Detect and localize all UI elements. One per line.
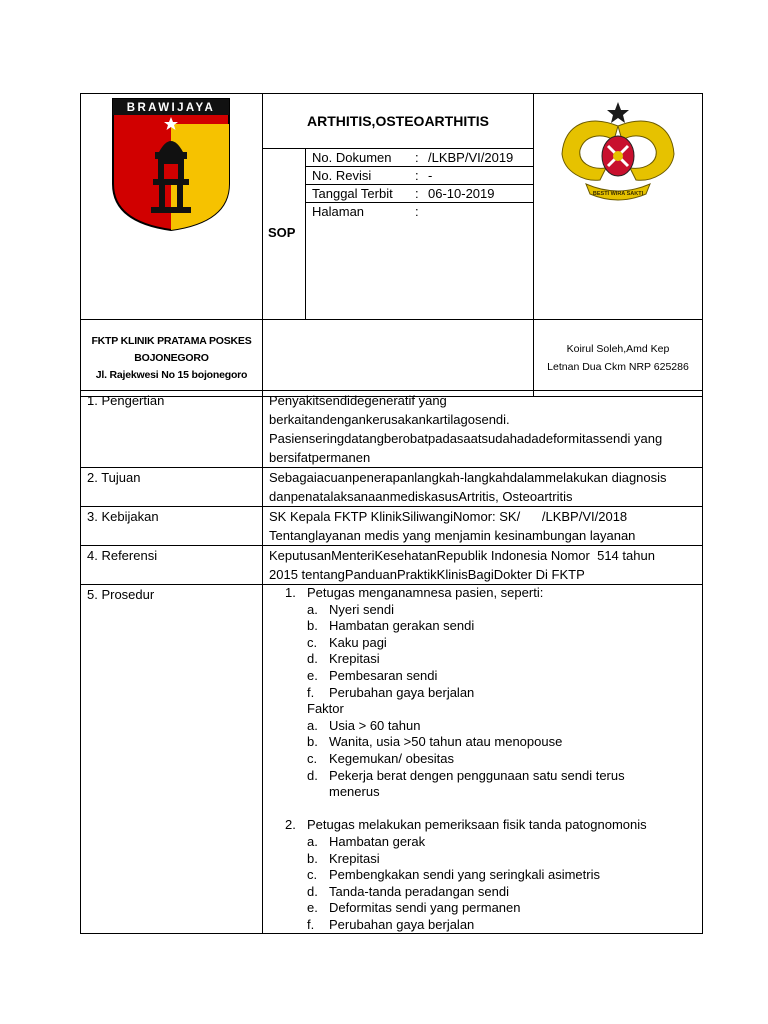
sop-label-cell xyxy=(263,149,306,320)
content-table xyxy=(80,390,703,934)
row-kebijakan xyxy=(81,507,703,546)
list-item: a. Usia > 60 tahun xyxy=(307,717,421,733)
document-title: ARTHITIS,OSTEOARTHITIS xyxy=(307,113,489,130)
row-prosedur xyxy=(81,585,703,934)
meta-row-halaman: Halaman : xyxy=(312,204,419,220)
list-item: d. Tanda-tanda peradangan sendi xyxy=(307,883,509,899)
logo-right-cell xyxy=(534,94,703,320)
list-item: c. Kaku pagi xyxy=(307,634,387,650)
label-pengertian: 1. Pengertian xyxy=(81,391,263,468)
content-pengertian: Penyakitsendidegeneratif yang berkaitandengankerusakankartilagosendi. Pasienseringdatangberobatpadasaatsudahadadeformitassendi yang bersifatpermanen xyxy=(263,391,703,468)
label-tujuan: 2. Tujuan xyxy=(81,468,263,507)
list-item: e. Pembesaran sendi xyxy=(307,667,438,683)
list-item: c. Pembengkakan sendi yang seringkali asimetris xyxy=(307,867,600,883)
list-item: f. Perubahan gaya berjalan xyxy=(307,684,475,700)
signer-name: Koirul Soleh,Amd Kep xyxy=(566,343,670,355)
meta-row-no-dokumen: No. Dokumen : /LKBP/VI/2019 xyxy=(306,149,533,167)
meta-row-tanggal-terbit: Tanggal Terbit : 06-10-2019 xyxy=(306,185,533,203)
list-item: d. Pekerja berat dengen penggunaan satu sendi terus menerus xyxy=(307,767,625,800)
step-1: 1. Petugas menganamnesa pasien, seperti: xyxy=(285,585,544,600)
list-item: a. Hambatan gerak xyxy=(307,833,426,849)
list-item: d. Krepitasi xyxy=(307,651,380,667)
blank-cell xyxy=(263,320,534,397)
signer-rank: Letnan Dua Ckm NRP 625286 xyxy=(547,361,689,373)
clinic-info-cell xyxy=(81,320,263,397)
list-item: b. Wanita, usia >50 tahun atau menopouse xyxy=(307,734,563,750)
kesdam-emblem-logo xyxy=(534,94,703,314)
row-tujuan xyxy=(81,468,703,507)
label-kebijakan: 3. Kebijakan xyxy=(81,507,263,546)
sop-label: SOP xyxy=(268,225,296,241)
step-2: 2. Petugas melakukan pemeriksaan fisik tanda patognomonis xyxy=(285,817,647,833)
list-item: e. Deformitas sendi yang permanen xyxy=(307,900,521,916)
logo-left-cell xyxy=(81,94,263,320)
row-referensi xyxy=(81,546,703,585)
content-prosedur xyxy=(263,585,703,934)
list-item: c. Kegemukan/ obesitas xyxy=(307,750,455,766)
clinic-name-line1: FKTP KLINIK PRATAMA POSKES xyxy=(91,334,252,347)
list-item: b. Hambatan gerakan sendi xyxy=(307,618,475,634)
label-prosedur: 5. Prosedur xyxy=(81,585,263,934)
brawijaya-shield-logo xyxy=(81,94,263,314)
logo-right-text: BESTI WIRA SAKTI xyxy=(592,191,644,197)
meta-cell xyxy=(306,149,534,320)
row-pengertian xyxy=(81,391,703,468)
signer-cell xyxy=(534,320,703,397)
clinic-address: Jl. Rajekwesi No 15 bojonegoro xyxy=(95,368,248,381)
list-item: b. Krepitasi xyxy=(307,850,380,866)
content-referensi: KeputusanMenteriKesehatanRepublik Indonesia Nomor 514 tahun 2015 tentangPanduanPraktikKlinisBagiDokter Di FKTP xyxy=(263,546,703,585)
header-table xyxy=(80,93,703,397)
content-tujuan: Sebagaiacuanpenerapanlangkah-langkahdalammelakukan diagnosis danpenatalaksanaanmediskasusArtritis, Osteoartritis xyxy=(263,468,703,507)
clinic-name-line2: BOJONEGORO xyxy=(134,351,209,364)
list-item: f. Perubahan gaya berjalan xyxy=(307,916,475,932)
content-kebijakan: SK Kepala FKTP KlinikSiliwangiNomor: SK/ /LKBP/VI/2018 Tentanglayanan medis yang menjamin kesinambungan layanan xyxy=(263,507,703,546)
list-item: a. Nyeri sendi xyxy=(307,601,395,617)
meta-row-no-revisi: No. Revisi : - xyxy=(306,167,533,185)
label-referensi: 4. Referensi xyxy=(81,546,263,585)
logo-left-text: BRAWIJAYA xyxy=(126,102,216,114)
faktor-label: Faktor xyxy=(307,701,344,717)
document-title-cell xyxy=(263,94,534,149)
